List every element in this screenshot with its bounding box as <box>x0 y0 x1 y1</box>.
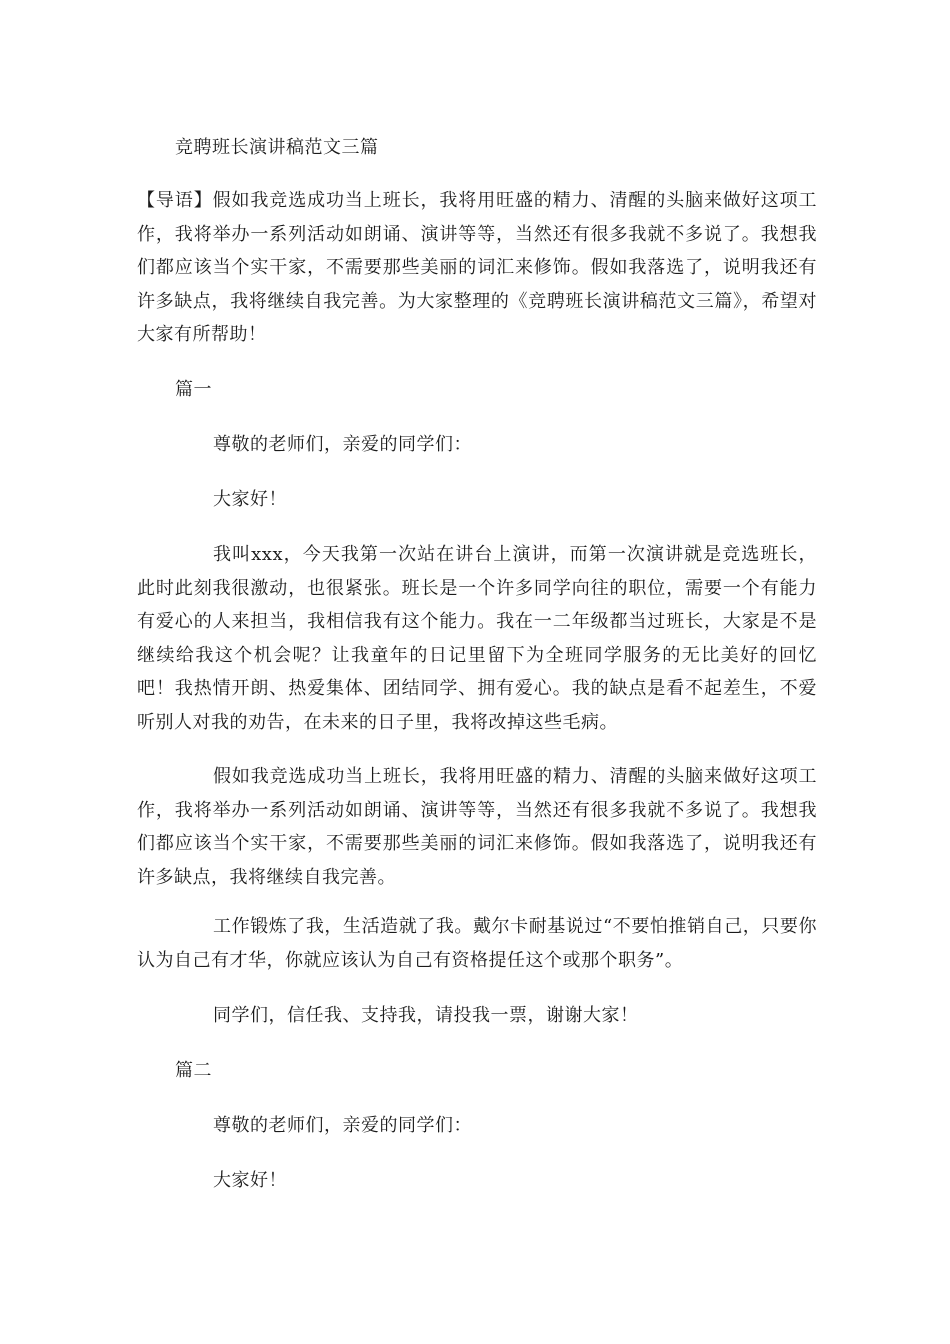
section-heading-part1: 篇一 <box>175 379 212 400</box>
section-heading-part2: 篇二 <box>175 1060 212 1081</box>
body-paragraph: 假如我竞选成功当上班长，我将用旺盛的精力、清醒的头脑来做好这项工作，我将举办一系列活动如朗诵、演讲等等，当然还有很多我就不多说了。我想我们都应该当个实干家，不需要那些美丽的词汇来修饰。假如我落选了，说明我还有许多缺点，我将继续自我完善。 <box>137 766 817 888</box>
body-paragraph: 我叫xxx，今天我第一次站在讲台上演讲，而第一次演讲就是竞选班长，此时此刻我很激动，也很紧张。班长是一个许多同学向往的职位，需要一个有能力有爱心的人来担当，我相信我有这个能力。我在一二年级都当过班长，大家是不是继续给我这个机会呢？让我童年的日记里留下为全班同学服务的无比美好的回忆吧！我热情开朗、热爱集体、团结同学、拥有爱心。我的缺点是看不起差生，不爱听别人对我的劝告，在未来的日子里，我将改掉这些毛病。 <box>137 544 817 733</box>
salutation: 尊敬的老师们，亲爱的同学们： <box>213 1115 472 1136</box>
greeting: 大家好！ <box>213 1170 287 1191</box>
document-title: 竞聘班长演讲稿范文三篇 <box>175 137 379 158</box>
greeting: 大家好！ <box>213 489 287 510</box>
salutation: 尊敬的老师们，亲爱的同学们： <box>213 434 472 455</box>
body-paragraph: 工作锻炼了我，生活造就了我。戴尔卡耐基说过“不要怕推销自己，只要你认为自己有才华，你就应该认为自己有资格提任这个或那个职务”。 <box>137 916 817 971</box>
closing-paragraph: 同学们，信任我、支持我，请投我一票，谢谢大家！ <box>213 1005 639 1026</box>
intro-paragraph: 【导语】假如我竞选成功当上班长，我将用旺盛的精力、清醒的头脑来做好这项工作，我将举办一系列活动如朗诵、演讲等等，当然还有很多我就不多说了。我想我们都应该当个实干家，不需要那些美丽的词汇来修饰。假如我落选了，说明我还有许多缺点，我将继续自我完善。为大家整理的《竞聘班长演讲稿范文三篇》，希望对大家有所帮助！ <box>137 190 817 345</box>
